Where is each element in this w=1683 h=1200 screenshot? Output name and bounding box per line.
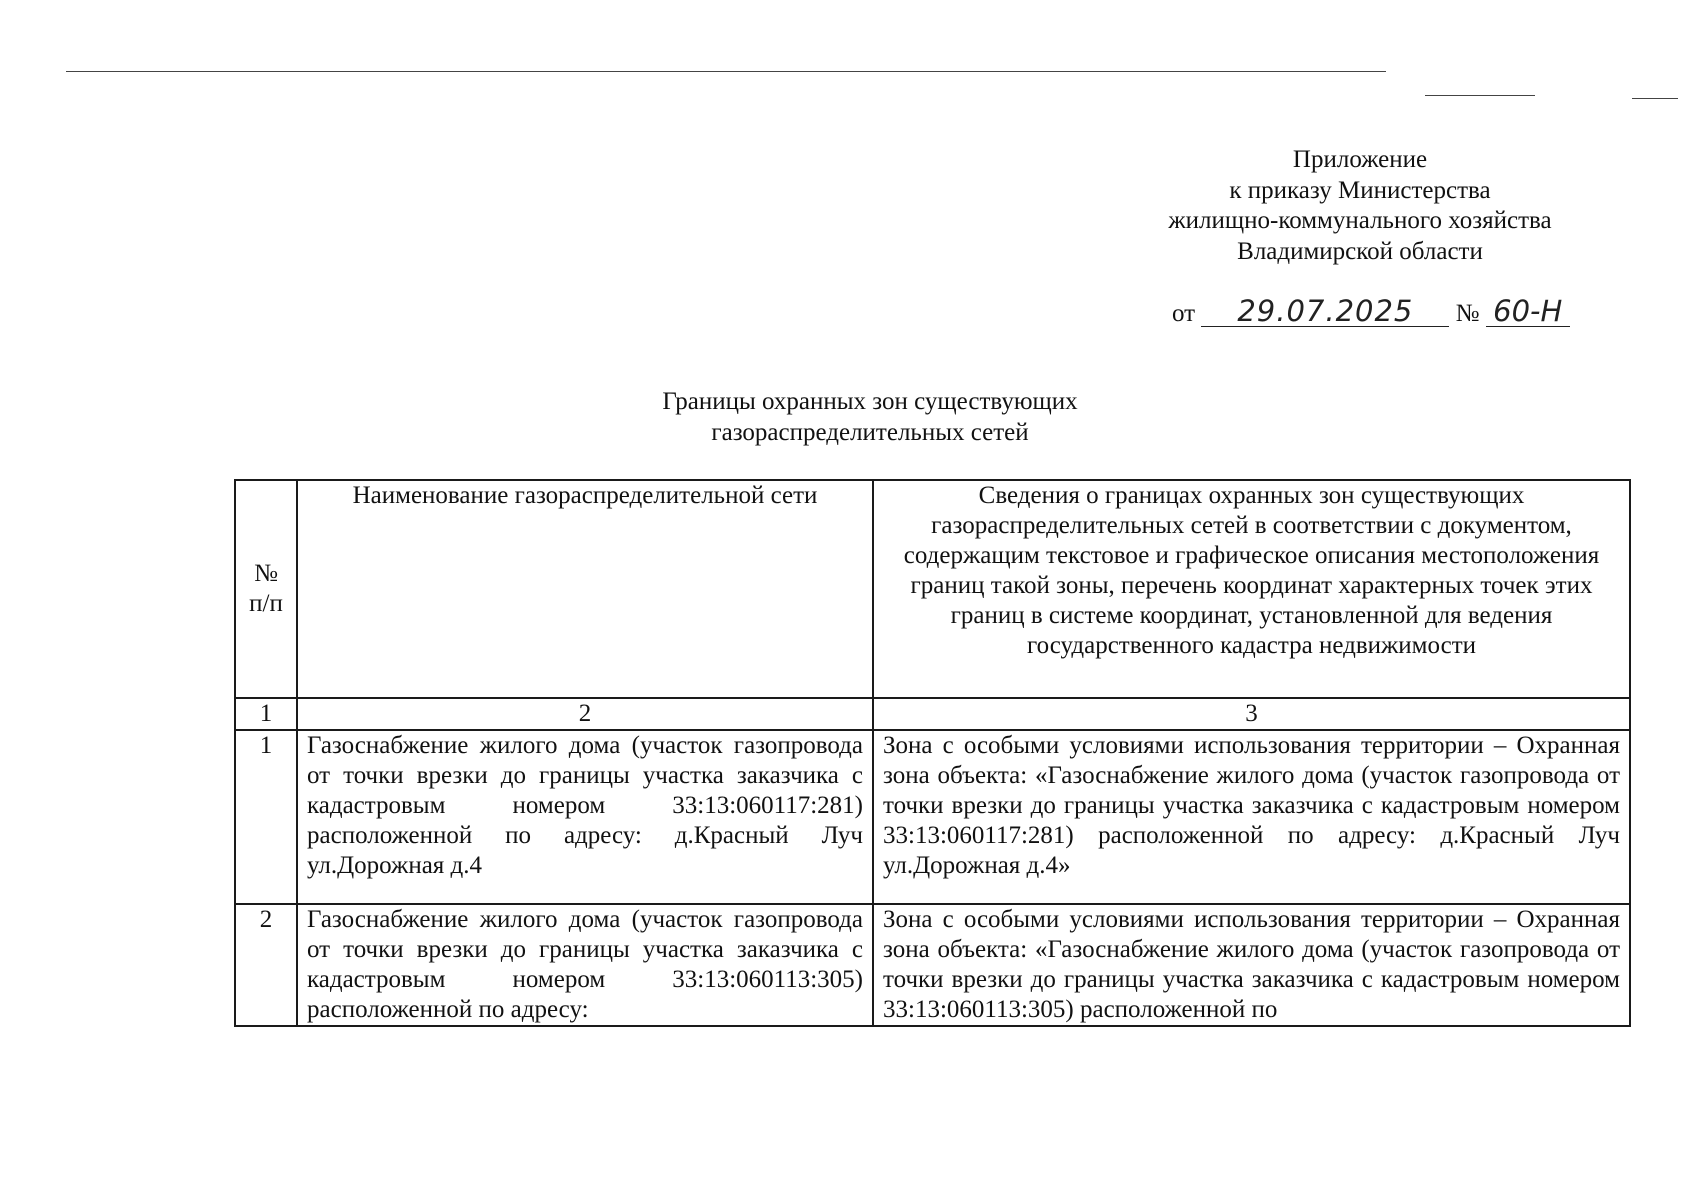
row-network-name: Газоснабжение жилого дома (участок газопровода от точки врезки до границы участка заказчика с кадастровым номером 33:13:060113:305) расположенной по адресу:	[307, 906, 863, 1023]
column-index-row	[235, 698, 1630, 730]
column-index-2: 2	[297, 698, 873, 730]
approval-block	[1100, 145, 1620, 267]
top-border-line	[66, 71, 1386, 72]
approval-line-2: к приказу Министерства	[1229, 176, 1491, 204]
row-network-name-cell	[297, 904, 873, 1026]
table-row	[235, 904, 1630, 1026]
order-date: 29.07.2025	[1201, 296, 1449, 327]
column-index-3: 3	[873, 698, 1630, 730]
top-border-line-right	[1425, 95, 1535, 96]
column-index-1: 1	[235, 698, 297, 730]
approval-line-4: Владимирской области	[1237, 237, 1483, 265]
row-number: 2	[235, 904, 297, 1026]
document-title	[520, 386, 1220, 448]
row-zone-info: Зона с особыми условиями использования территории – Охранная зона объекта: «Газоснабжение жилого дома (участок газопровода от точки врезки до границы участка заказчика с кадастровым номером 33:13:060117:281) расположенной по адресу: д.Красный Луч ул.Дорожная д.4»	[873, 730, 1630, 904]
header-zone-info: Сведения о границах охранных зон существующих газораспределительных сетей в соответствии с документом, содержащим текстовое и графическое описания местоположения границ такой зоны, перечень координат характерных точек этих границ в системе координат, установленной для ведения государственного кадастра недвижимости	[873, 480, 1630, 698]
protection-zones-table	[234, 479, 1631, 1027]
order-from-label: от	[1172, 300, 1196, 327]
table-row	[235, 730, 1630, 904]
row-network-name: Газоснабжение жилого дома (участок газопровода от точки врезки до границы участка заказчика с кадастровым номером 33:13:060117:281) расположенной по адресу: д.Красный Луч ул.Дорожная д.4	[297, 730, 873, 904]
order-reference	[1172, 296, 1570, 331]
approval-line-1: Приложение	[1292, 146, 1428, 173]
header-number: № п/п	[235, 480, 297, 698]
document-title-line-2: газораспределительных сетей	[711, 419, 1029, 446]
order-number: 60-Н	[1486, 296, 1570, 327]
row-zone-info-cell	[873, 904, 1630, 1026]
order-number-label: №	[1455, 300, 1480, 327]
approval-line-3: жилищно-коммунального хозяйства	[1168, 207, 1552, 234]
row-number: 1	[235, 730, 297, 904]
header-network-name: Наименование газораспределительной сети	[297, 480, 873, 698]
top-border-line-far-right	[1632, 98, 1678, 99]
row-zone-info: Зона с особыми условиями использования территории – Охранная зона объекта: «Газоснабжение жилого дома (участок газопровода от точки врезки до границы участка заказчика с кадастровым номером 33:13:060113:305) расположенной по	[883, 906, 1620, 1023]
document-title-line-1: Границы охранных зон существующих	[662, 388, 1078, 415]
table-header-row	[235, 480, 1630, 698]
